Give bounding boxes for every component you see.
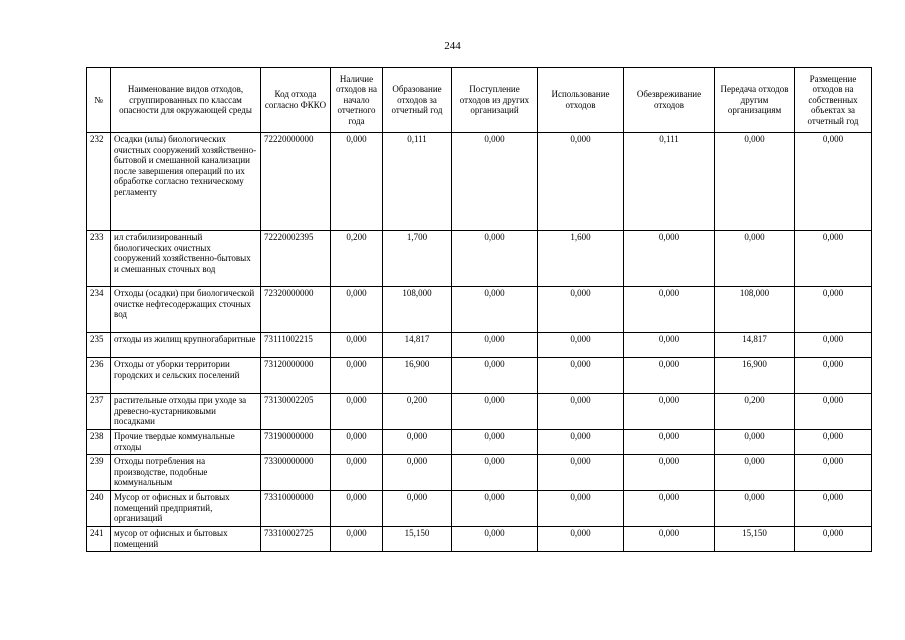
cell-received: 0,000 [452,333,538,358]
cell-start: 0,000 [331,527,383,552]
header-row [87,68,872,133]
cell-num: 237 [87,394,111,430]
header-neutralized: Обезвреживание отходов [624,68,715,133]
cell-placed: 0,000 [795,491,872,527]
cell-code: 73190000000 [261,430,331,455]
cell-neutralized: 0,000 [624,394,715,430]
cell-start: 0,000 [331,394,383,430]
cell-used: 0,000 [538,430,624,455]
cell-transferred: 14,817 [715,333,795,358]
cell-placed: 0,000 [795,430,872,455]
table-row [87,394,872,430]
header-transferred: Передача отходов другим организациям [715,68,795,133]
cell-num: 236 [87,358,111,394]
cell-code: 73310002725 [261,527,331,552]
cell-transferred: 108,000 [715,287,795,333]
cell-name: Осадки (илы) биологических очистных сооружений хозяйственно-бытовой и смешанной канализации после завершения операций по их обработке согласно техническому регламенту [111,133,261,231]
cell-used: 0,000 [538,491,624,527]
cell-placed: 0,000 [795,455,872,491]
cell-name: Отходы потребления на производстве, подобные коммунальным [111,455,261,491]
cell-neutralized: 0,000 [624,231,715,287]
cell-neutralized: 0,000 [624,527,715,552]
cell-placed: 0,000 [795,358,872,394]
cell-code: 73310000000 [261,491,331,527]
cell-num: 235 [87,333,111,358]
cell-formed: 0,000 [383,455,452,491]
header-name: Наименование видов отходов, сгруппированных по классам опасности для окружающей среды [111,68,261,133]
cell-received: 0,000 [452,455,538,491]
cell-start: 0,000 [331,287,383,333]
waste-table [86,67,872,552]
cell-num: 241 [87,527,111,552]
cell-name: Отходы (осадки) при биологической очистке нефтесодержащих сточных вод [111,287,261,333]
cell-code: 73120000000 [261,358,331,394]
cell-placed: 0,000 [795,133,872,231]
cell-used: 0,000 [538,455,624,491]
cell-placed: 0,000 [795,394,872,430]
cell-formed: 14,817 [383,333,452,358]
table-row [87,527,872,552]
table-row [87,333,872,358]
cell-num: 238 [87,430,111,455]
cell-received: 0,000 [452,394,538,430]
page-number: 244 [444,40,461,52]
cell-start: 0,000 [331,333,383,358]
cell-neutralized: 0,000 [624,358,715,394]
cell-formed: 1,700 [383,231,452,287]
table-row [87,231,872,287]
cell-code: 73300000000 [261,455,331,491]
cell-neutralized: 0,111 [624,133,715,231]
cell-used: 0,000 [538,358,624,394]
cell-name: Прочие твердые коммунальные отходы [111,430,261,455]
cell-name: отходы из жилищ крупногабаритные [111,333,261,358]
cell-formed: 0,200 [383,394,452,430]
cell-transferred: 0,000 [715,491,795,527]
cell-used: 0,000 [538,133,624,231]
header-code: Код отхода согласно ФККО [261,68,331,133]
cell-num: 233 [87,231,111,287]
header-received: Поступление отходов из других организаций [452,68,538,133]
cell-start: 0,200 [331,231,383,287]
cell-formed: 108,000 [383,287,452,333]
cell-transferred: 15,150 [715,527,795,552]
cell-transferred: 16,900 [715,358,795,394]
cell-neutralized: 0,000 [624,455,715,491]
cell-transferred: 0,200 [715,394,795,430]
cell-start: 0,000 [331,455,383,491]
cell-name: Мусор от офисных и бытовых помещений предприятий, организаций [111,491,261,527]
table-row [87,287,872,333]
cell-code: 72220000000 [261,133,331,231]
table-row [87,430,872,455]
cell-code: 72320000000 [261,287,331,333]
cell-code: 72220002395 [261,231,331,287]
cell-used: 0,000 [538,287,624,333]
cell-received: 0,000 [452,491,538,527]
header-start: Наличие отходов на начало отчетного года [331,68,383,133]
cell-formed: 16,900 [383,358,452,394]
table-row [87,491,872,527]
cell-formed: 0,000 [383,491,452,527]
header-used: Использование отходов [538,68,624,133]
cell-used: 1,600 [538,231,624,287]
cell-start: 0,000 [331,430,383,455]
cell-received: 0,000 [452,430,538,455]
cell-start: 0,000 [331,358,383,394]
cell-placed: 0,000 [795,333,872,358]
cell-received: 0,000 [452,231,538,287]
cell-neutralized: 0,000 [624,491,715,527]
cell-transferred: 0,000 [715,231,795,287]
cell-placed: 0,000 [795,231,872,287]
cell-formed: 15,150 [383,527,452,552]
cell-used: 0,000 [538,527,624,552]
cell-num: 239 [87,455,111,491]
cell-received: 0,000 [452,527,538,552]
cell-name: Отходы от уборки территории городских и сельских поселений [111,358,261,394]
cell-formed: 0,000 [383,430,452,455]
cell-transferred: 0,000 [715,133,795,231]
cell-code: 73111002215 [261,333,331,358]
cell-neutralized: 0,000 [624,287,715,333]
cell-name: ил стабилизированный биологических очистных сооружений хозяйственно-бытовых и смешанных сточных вод [111,231,261,287]
header-formed: Образование отходов за отчетный год [383,68,452,133]
cell-start: 0,000 [331,491,383,527]
cell-received: 0,000 [452,287,538,333]
cell-code: 73130002205 [261,394,331,430]
cell-transferred: 0,000 [715,455,795,491]
cell-received: 0,000 [452,358,538,394]
cell-start: 0,000 [331,133,383,231]
cell-num: 234 [87,287,111,333]
header-num: № [87,68,111,133]
header-placed: Размещение отходов на собственных объектах за отчетный год [795,68,872,133]
cell-num: 240 [87,491,111,527]
cell-used: 0,000 [538,394,624,430]
cell-received: 0,000 [452,133,538,231]
cell-placed: 0,000 [795,287,872,333]
cell-transferred: 0,000 [715,430,795,455]
cell-name: мусор от офисных и бытовых помещений [111,527,261,552]
table-row [87,358,872,394]
cell-neutralized: 0,000 [624,430,715,455]
table-row [87,455,872,491]
cell-num: 232 [87,133,111,231]
cell-name: растительные отходы при уходе за древесно-кустарниковыми посадками [111,394,261,430]
cell-neutralized: 0,000 [624,333,715,358]
table-row [87,133,872,231]
cell-used: 0,000 [538,333,624,358]
cell-formed: 0,111 [383,133,452,231]
cell-placed: 0,000 [795,527,872,552]
